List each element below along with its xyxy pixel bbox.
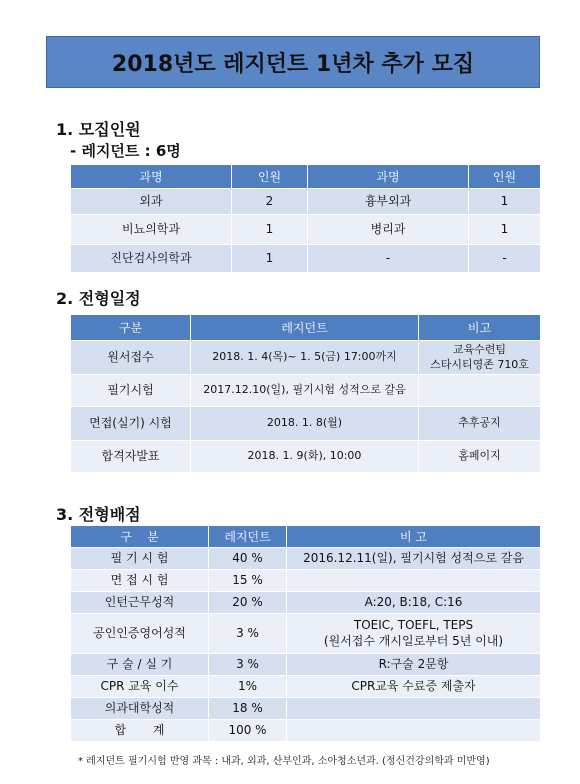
header-dept: 과명 [308,165,469,189]
header-count: 인원 [469,165,541,189]
table-cell: 2016.12.11(일), 필기시험 성적으로 갈음 [287,548,541,570]
table-cell: 의과대학성적 [71,698,209,720]
table-cell: 2018. 1. 8(월) [191,407,419,441]
page-title: 2018년도 레지던트 1년차 추가 모집 [46,36,540,88]
table-cell [287,698,541,720]
table-row [71,654,541,676]
table-cell: TOEIC, TOEFL, TEPS (원서접수 개시일로부터 5년 이내) [287,614,541,654]
table-row [71,720,541,742]
table-cell: 면 접 시 험 [71,570,209,592]
table-cell: 추후공지 [419,407,541,441]
table-cell: 1 [232,215,308,245]
table-cell: 1 [232,245,308,273]
header-resident: 레지던트 [191,315,419,341]
table-cell: 홈페이지 [419,441,541,473]
section-3-heading: 3. 전형배점 [56,505,141,524]
table-header-row [71,526,541,548]
table-cell: 3 % [209,614,287,654]
table-cell: 3 % [209,654,287,676]
table-cell: 합격자발표 [71,441,191,473]
table-row [71,676,541,698]
section-1-heading: 1. 모집인원 [56,120,141,139]
header-dept: 과명 [71,165,232,189]
table-cell: CPR교육 수료증 제출자 [287,676,541,698]
table-cell [287,720,541,742]
table-cell: R:구술 2문항 [287,654,541,676]
header-category: 구분 [71,315,191,341]
table-cell: 2018. 1. 9(화), 10:00 [191,441,419,473]
table-cell: 1% [209,676,287,698]
footnote: * 레지던트 필기시험 반영 과목 : 내과, 외과, 산부인과, 소아청소년과. (정신건강의학과 미반영) [78,756,490,767]
header-remarks: 비 고 [287,526,541,548]
table-cell: 교육수련팀 스타시티영존 710호 [419,341,541,375]
table-cell: 외과 [71,189,232,215]
header-remarks: 비고 [419,315,541,341]
table-cell: 공인인증영어성적 [71,614,209,654]
table-row [71,570,541,592]
table-row [71,189,541,215]
table-row [71,441,541,473]
table-row [71,375,541,407]
table-row [71,698,541,720]
table-row [71,341,541,375]
table-cell: 40 % [209,548,287,570]
table-cell: 2018. 1. 4(목)~ 1. 5(금) 17:00까지 [191,341,419,375]
section-2-heading: 2. 전형일정 [56,289,141,308]
table-cell: 100 % [209,720,287,742]
header-resident: 레지던트 [209,526,287,548]
table-cell: 2 [232,189,308,215]
table-cell: 필기시험 [71,375,191,407]
table-cell: 필 기 시 험 [71,548,209,570]
schedule-table [70,314,541,473]
table-cell: 2017.12.10(일), 필기시험 성적으로 갈음 [191,375,419,407]
table-cell: 15 % [209,570,287,592]
table-cell: - [308,245,469,273]
table-row [71,407,541,441]
table-row [71,592,541,614]
table-cell: 인턴근무성적 [71,592,209,614]
table-cell: 원서접수 [71,341,191,375]
table-cell [287,570,541,592]
table-cell: 병리과 [308,215,469,245]
table-row [71,215,541,245]
table-cell: 18 % [209,698,287,720]
table-cell: 비뇨의학과 [71,215,232,245]
table-cell: 흉부외과 [308,189,469,215]
table-cell: CPR 교육 이수 [71,676,209,698]
table-cell: - [469,245,541,273]
table-row [71,548,541,570]
scoring-table [70,525,541,742]
table-row [71,614,541,654]
header-count: 인원 [232,165,308,189]
section-1-subheading: - 레지던트 : 6명 [70,142,181,160]
table-cell: 면접(실기) 시험 [71,407,191,441]
table-cell: 20 % [209,592,287,614]
recruitment-table [70,164,541,273]
table-cell: 합 계 [71,720,209,742]
table-header-row [71,165,541,189]
table-cell [419,375,541,407]
table-cell: 1 [469,215,541,245]
table-row [71,245,541,273]
table-cell: 진단검사의학과 [71,245,232,273]
table-cell: 1 [469,189,541,215]
table-cell: A:20, B:18, C:16 [287,592,541,614]
table-header-row [71,315,541,341]
header-category: 구 분 [71,526,209,548]
table-cell: 구 술 / 실 기 [71,654,209,676]
